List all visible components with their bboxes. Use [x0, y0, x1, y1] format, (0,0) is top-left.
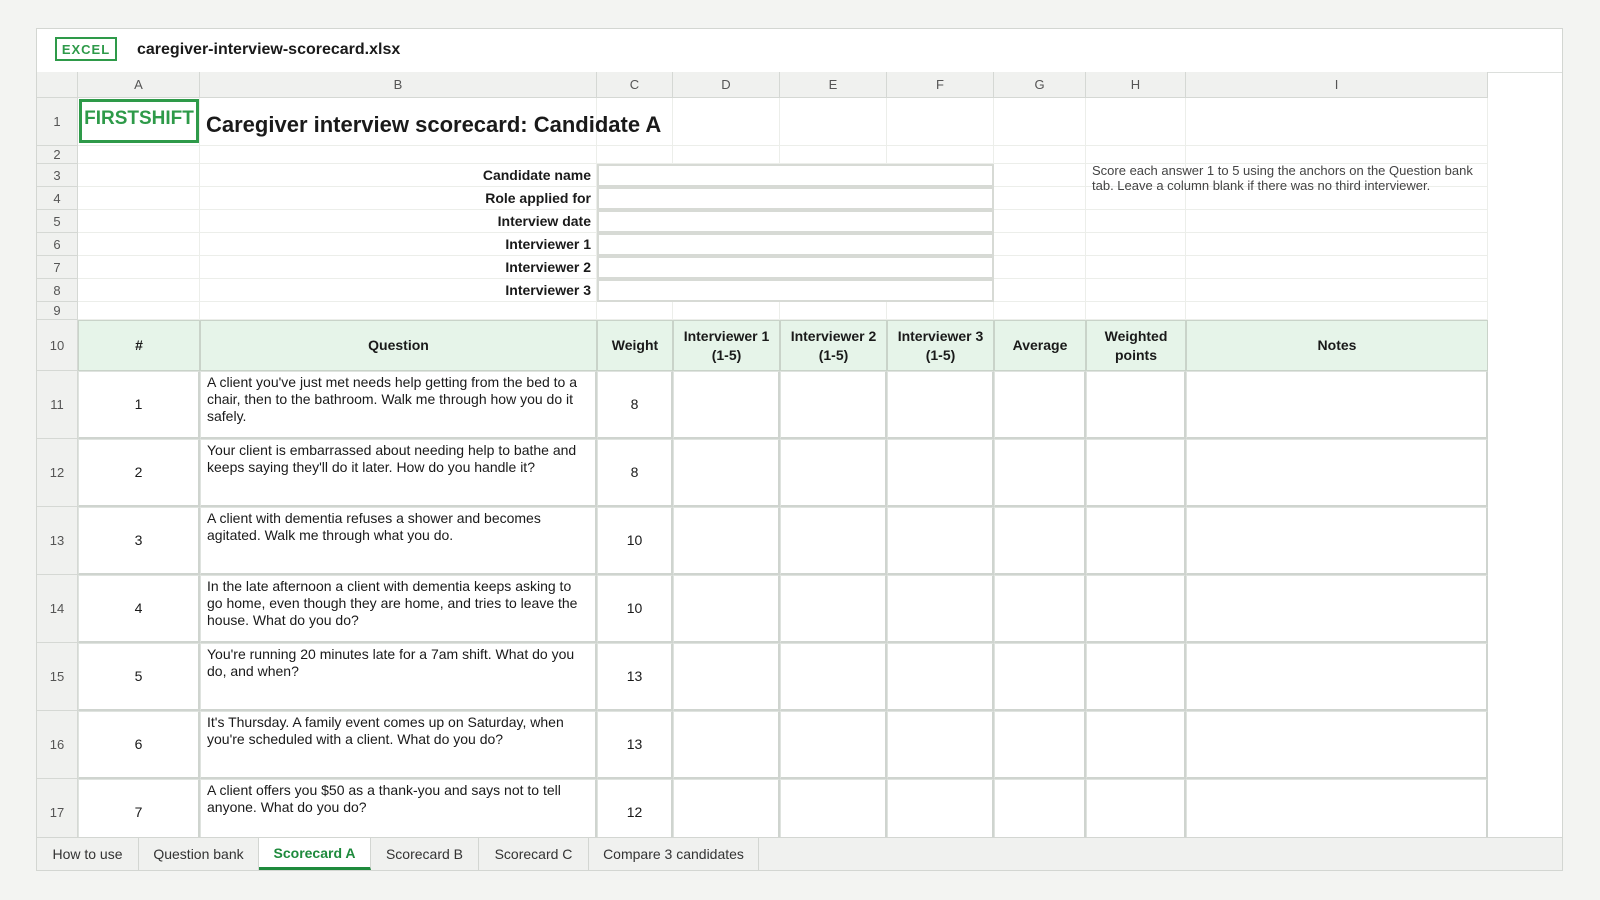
weighted-points[interactable] [1086, 711, 1186, 779]
row-header-4[interactable]: 4 [37, 187, 78, 210]
score-interviewer-3[interactable] [887, 439, 994, 507]
row-header-16[interactable]: 16 [37, 711, 78, 779]
field-input-1[interactable] [597, 164, 994, 187]
score-interviewer-3[interactable] [887, 643, 994, 711]
question-weight: 12 [597, 779, 673, 847]
table-header-5: Interviewer 3 (1-5) [887, 320, 994, 371]
sheet-tab-how-to-use[interactable]: How to use [37, 838, 139, 870]
average-score[interactable] [994, 371, 1086, 439]
field-label: Interview date [497, 213, 591, 229]
weighted-points[interactable] [1086, 643, 1186, 711]
row-header-2[interactable]: 2 [37, 146, 78, 164]
excel-window [36, 28, 1563, 871]
column-header-e[interactable]: E [780, 72, 887, 98]
field-input-6[interactable] [597, 279, 994, 302]
question-number: 5 [78, 643, 200, 711]
excel-badge: EXCEL [55, 37, 117, 61]
gridline [78, 145, 1488, 146]
row-header-6[interactable]: 6 [37, 233, 78, 256]
weighted-points[interactable] [1086, 439, 1186, 507]
question-number: 4 [78, 575, 200, 643]
column-header-b[interactable]: B [200, 72, 597, 98]
weighted-points[interactable] [1086, 575, 1186, 643]
table-header-0: # [78, 320, 200, 371]
field-label: Role applied for [485, 190, 591, 206]
score-interviewer-3[interactable] [887, 371, 994, 439]
question-text: A client with dementia refuses a shower and becomes agitated. Walk me through what you do. [200, 507, 597, 575]
question-weight: 10 [597, 575, 673, 643]
field-label: Interviewer 1 [505, 236, 591, 252]
score-interviewer-3[interactable] [887, 507, 994, 575]
average-score[interactable] [994, 507, 1086, 575]
question-text: You're running 20 minutes late for a 7am shift. What do you do, and when? [200, 643, 597, 711]
notes-cell[interactable] [1186, 439, 1488, 507]
field-input-3[interactable] [597, 210, 994, 233]
field-input-5[interactable] [597, 256, 994, 279]
question-weight: 13 [597, 643, 673, 711]
page-title: Caregiver interview scorecard: Candidate A [206, 112, 662, 137]
average-score[interactable] [994, 575, 1086, 643]
question-text: A client you've just met needs help getting from the bed to a chair, then to the bathroom. Walk me through how you do it safely. [200, 371, 597, 439]
table-header-6: Average [994, 320, 1086, 371]
question-number: 3 [78, 507, 200, 575]
score-interviewer-2[interactable] [780, 439, 887, 507]
notes-cell[interactable] [1186, 643, 1488, 711]
question-number: 6 [78, 711, 200, 779]
sheet-tab-question-bank[interactable]: Question bank [139, 838, 259, 870]
row-header-9[interactable]: 9 [37, 302, 78, 320]
row-header-1[interactable]: 1 [37, 98, 78, 146]
column-header-i[interactable]: I [1186, 72, 1488, 98]
table-header-7: Weighted points [1086, 320, 1186, 371]
score-interviewer-1[interactable] [673, 371, 780, 439]
field-input-4[interactable] [597, 233, 994, 256]
average-score[interactable] [994, 439, 1086, 507]
question-text: In the late afternoon a client with dementia keeps asking to go home, even though they are home, and tries to leave the house. What do you do? [200, 575, 597, 643]
row-header-8[interactable]: 8 [37, 279, 78, 302]
weighted-points[interactable] [1086, 371, 1186, 439]
question-number: 2 [78, 439, 200, 507]
question-weight: 13 [597, 711, 673, 779]
score-interviewer-2[interactable] [780, 711, 887, 779]
row-header-12[interactable]: 12 [37, 439, 78, 507]
score-interviewer-3[interactable] [887, 575, 994, 643]
column-header-c[interactable]: C [597, 72, 673, 98]
score-interviewer-2[interactable] [780, 643, 887, 711]
table-header-4: Interviewer 2 (1-5) [780, 320, 887, 371]
sheet-tab-scorecard-a[interactable]: Scorecard A [259, 838, 371, 870]
sheet-tabs [37, 837, 1562, 870]
row-header-14[interactable]: 14 [37, 575, 78, 643]
spreadsheet-grid[interactable] [37, 72, 1563, 867]
notes-cell[interactable] [1186, 507, 1488, 575]
sheet-tab-scorecard-b[interactable]: Scorecard B [371, 838, 479, 870]
notes-cell[interactable] [1186, 711, 1488, 779]
title-bar [37, 29, 1562, 73]
score-interviewer-1[interactable] [673, 711, 780, 779]
table-header-8: Notes [1186, 320, 1488, 371]
column-header-g[interactable]: G [994, 72, 1086, 98]
sheet-tab-scorecard-c[interactable]: Scorecard C [479, 838, 589, 870]
weighted-points[interactable] [1086, 507, 1186, 575]
field-label: Interviewer 3 [505, 282, 591, 298]
row-header-17[interactable]: 17 [37, 779, 78, 847]
average-score[interactable] [994, 711, 1086, 779]
field-input-2[interactable] [597, 187, 994, 210]
question-number: 1 [78, 371, 200, 439]
select-all-corner[interactable] [37, 72, 78, 98]
notes-cell[interactable] [1186, 575, 1488, 643]
column-header-h[interactable]: H [1086, 72, 1186, 98]
sheet-tab-compare-3-candidates[interactable]: Compare 3 candidates [589, 838, 759, 870]
question-weight: 10 [597, 507, 673, 575]
question-number: 7 [78, 779, 200, 847]
field-label: Candidate name [482, 167, 591, 183]
score-interviewer-2[interactable] [780, 371, 887, 439]
average-score[interactable] [994, 643, 1086, 711]
score-interviewer-1[interactable] [673, 643, 780, 711]
row-header-7[interactable]: 7 [37, 256, 78, 279]
question-text: A client offers you $50 as a thank-you and says not to tell anyone. What do you do? [200, 779, 597, 847]
table-header-3: Interviewer 1 (1-5) [673, 320, 780, 371]
table-header-2: Weight [597, 320, 673, 371]
field-label: Interviewer 2 [505, 259, 591, 275]
file-name: caregiver-interview-scorecard.xlsx [137, 41, 401, 58]
notes-cell[interactable] [1186, 371, 1488, 439]
instructions-note: Score each answer 1 to 5 using the anchors on the Question bank tab. Leave a column blank if there was no third interviewer. [1092, 163, 1473, 193]
row-header-5[interactable]: 5 [37, 210, 78, 233]
row-header-11[interactable]: 11 [37, 371, 78, 439]
row-header-15[interactable]: 15 [37, 643, 78, 711]
score-interviewer-2[interactable] [780, 507, 887, 575]
firstshift-logo: FIRSTSHIFT [79, 99, 199, 143]
question-weight: 8 [597, 371, 673, 439]
question-weight: 8 [597, 439, 673, 507]
row-header-13[interactable]: 13 [37, 507, 78, 575]
row-header-3[interactable]: 3 [37, 164, 78, 187]
column-header-a[interactable]: A [78, 72, 200, 98]
score-interviewer-1[interactable] [673, 507, 780, 575]
question-text: It's Thursday. A family event comes up on Saturday, when you're scheduled with a client. What do you do? [200, 711, 597, 779]
table-header-1: Question [200, 320, 597, 371]
column-header-f[interactable]: F [887, 72, 994, 98]
question-text: Your client is embarrassed about needing help to bathe and keeps saying they'll do it later. How do you handle it? [200, 439, 597, 507]
column-header-d[interactable]: D [673, 72, 780, 98]
score-interviewer-1[interactable] [673, 575, 780, 643]
score-interviewer-3[interactable] [887, 711, 994, 779]
row-header-10[interactable]: 10 [37, 320, 78, 371]
score-interviewer-1[interactable] [673, 439, 780, 507]
score-interviewer-2[interactable] [780, 575, 887, 643]
